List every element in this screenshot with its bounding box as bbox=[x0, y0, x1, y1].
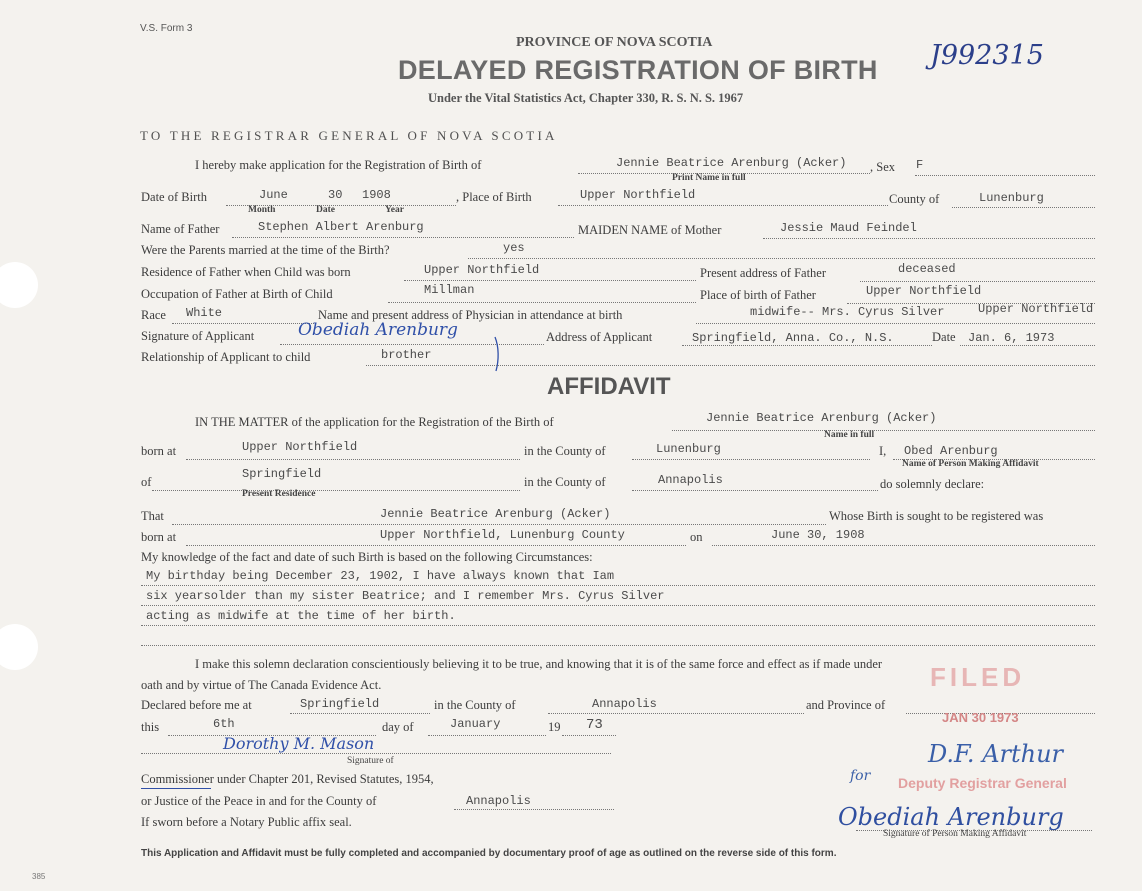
affidavit-child-name: Jennie Beatrice Arenburg (Acker) bbox=[706, 411, 937, 425]
signature-flourish bbox=[490, 335, 504, 375]
declared-county-value: Annapolis bbox=[592, 697, 657, 711]
occupation-value: Millman bbox=[424, 283, 475, 297]
application-date-label: Date bbox=[932, 330, 956, 344]
affidavit-heading: AFFIDAVIT bbox=[547, 373, 671, 400]
dob-month: June bbox=[259, 188, 288, 202]
application-date-value: Jan. 6, 1973 bbox=[968, 331, 1055, 345]
relationship-value: brother bbox=[381, 348, 432, 362]
notary-line: If sworn before a Notary Public affix seal. bbox=[141, 815, 352, 829]
commissioner-signature: Dorothy M. Mason bbox=[223, 734, 375, 753]
circumstance-line-3: acting as midwife at the time of her birth. bbox=[146, 609, 456, 623]
place-of-birth-label: , Place of Birth bbox=[456, 190, 532, 204]
print-name-caption: Print Name in full bbox=[672, 173, 746, 183]
deputy-initials: D.F. Arthur bbox=[928, 740, 1064, 768]
residence-county-label: in the County of bbox=[524, 475, 606, 489]
province-heading: PROVINCE OF NOVA SCOTIA bbox=[516, 35, 713, 50]
punch-hole-bottom bbox=[0, 624, 38, 670]
born-at-value-2: Upper Northfield, Lunenburg County bbox=[380, 528, 625, 542]
day-of-label: day of bbox=[382, 720, 414, 734]
affiant-signature-caption: Signature of Person Making Affidavit bbox=[883, 829, 1027, 839]
married-value: yes bbox=[503, 241, 525, 255]
whose-birth-label: Whose Birth is sought to be registered was bbox=[829, 509, 1044, 523]
application-intro-label: I hereby make application for the Registration of Birth of bbox=[195, 158, 482, 172]
punch-hole-top bbox=[0, 262, 38, 308]
county-value: Lunenburg bbox=[979, 191, 1044, 205]
date-caption: Date bbox=[316, 205, 335, 215]
page-code: 385 bbox=[32, 872, 46, 881]
year-prefix: 19 bbox=[548, 720, 561, 734]
province-label: and Province of bbox=[806, 698, 886, 712]
form-number: V.S. Form 3 bbox=[140, 23, 193, 34]
knowledge-label: My knowledge of the fact and date of such Birth is based on the following Circumstances: bbox=[141, 550, 593, 564]
declaration-line-1: I make this solemn declaration conscientiously believing it to be true, and knowing that it is of the same force and effect as if made under bbox=[195, 657, 883, 671]
residence-county-value: Annapolis bbox=[658, 473, 723, 487]
applicant-address-label: Address of Applicant bbox=[546, 330, 653, 344]
county-label: County of bbox=[889, 192, 940, 206]
mother-label: MAIDEN NAME of Mother bbox=[578, 223, 722, 237]
race-label: Race bbox=[141, 308, 166, 322]
born-on-label: on bbox=[690, 530, 703, 544]
born-at-label: born at bbox=[141, 444, 177, 458]
filed-stamp: FILED bbox=[930, 662, 1026, 692]
residence-label: Residence of Father when Child was born bbox=[141, 265, 351, 279]
race-value: White bbox=[186, 306, 223, 320]
residence-value: Upper Northfield bbox=[424, 263, 540, 277]
place-of-birth-value: Upper Northfield bbox=[580, 188, 696, 202]
married-label: Were the Parents married at the time of the Birth? bbox=[141, 243, 390, 257]
to-registrar: TO THE REGISTRAR GENERAL OF NOVA SCOTIA bbox=[140, 128, 558, 143]
applicant-signature-label: Signature of Applicant bbox=[141, 329, 255, 343]
affiant-name-caption: Name of Person Making Affidavit bbox=[902, 459, 1039, 469]
affiant-name: Obed Arenburg bbox=[904, 444, 998, 458]
commissioner-underline bbox=[141, 788, 211, 789]
mother-value: Jessie Maud Feindel bbox=[780, 221, 917, 235]
physician-address-value: Upper Northfield bbox=[978, 302, 1094, 316]
occupation-label: Occupation of Father at Birth of Child bbox=[141, 287, 333, 301]
that-name-value: Jennie Beatrice Arenburg (Acker) bbox=[380, 507, 611, 521]
month-value: January bbox=[450, 717, 501, 731]
declared-at-value: Springfield bbox=[300, 697, 380, 711]
child-name-value: Jennie Beatrice Arenburg (Acker) bbox=[616, 156, 847, 170]
dob-year: 1908 bbox=[362, 188, 391, 202]
father-birthplace-value: Upper Northfield bbox=[866, 284, 982, 298]
present-address-value: deceased bbox=[898, 262, 956, 276]
circumstance-line-2: six yearsolder than my sister Beatrice; and I remember Mrs. Cyrus Silver bbox=[146, 589, 665, 603]
i-label: I, bbox=[879, 444, 887, 458]
declared-label: Declared before me at bbox=[141, 698, 252, 712]
declared-county-label: in the County of bbox=[434, 698, 516, 712]
month-caption: Month bbox=[248, 205, 276, 215]
filed-date-stamp: JAN 30 1973 bbox=[942, 710, 1019, 725]
that-label: That bbox=[141, 509, 164, 523]
applicant-signature: Obediah Arenburg bbox=[298, 320, 458, 340]
registration-number: J992315 bbox=[930, 40, 1044, 71]
day-value: 6th bbox=[213, 717, 235, 731]
commissioner-line: Commissioner under Chapter 201, Revised Statutes, 1954, bbox=[141, 772, 434, 786]
circumstance-line-1: My birthday being December 23, 1902, I have always known that Iam bbox=[146, 569, 615, 583]
year-caption: Year bbox=[385, 205, 404, 215]
born-county-label: in the County of bbox=[524, 444, 606, 458]
father-birthplace-label: Place of birth of Father bbox=[700, 288, 816, 302]
name-in-full-caption: Name in full bbox=[824, 430, 875, 440]
dob-day: 30 bbox=[328, 188, 343, 202]
year-suffix-value: 73 bbox=[586, 717, 603, 733]
born-at-value: Upper Northfield bbox=[242, 440, 358, 454]
justice-line: or Justice of the Peace in and for the County of bbox=[141, 794, 377, 808]
footer-note: This Application and Affidavit must be fully completed and accompanied by documentary proof of age as outlined on the reverse side of this form. bbox=[141, 848, 837, 859]
father-value: Stephen Albert Arenburg bbox=[258, 220, 424, 234]
residence-value-affidavit: Springfield bbox=[242, 467, 322, 481]
sex-label: , Sex bbox=[870, 160, 895, 174]
born-county-value: Lunenburg bbox=[656, 442, 721, 456]
present-residence-caption: Present Residence bbox=[242, 489, 316, 499]
dob-label: Date of Birth bbox=[141, 190, 207, 204]
physician-value: midwife-- Mrs. Cyrus Silver bbox=[750, 305, 945, 319]
this-label: this bbox=[141, 720, 160, 734]
for-note: for bbox=[850, 768, 871, 784]
form-title: DELAYED REGISTRATION OF BIRTH bbox=[398, 55, 878, 85]
born-on-value: June 30, 1908 bbox=[771, 528, 865, 542]
matter-label: IN THE MATTER of the application for the Registration of the Birth of bbox=[195, 415, 554, 429]
justice-county-value: Annapolis bbox=[466, 794, 531, 808]
form-subtitle: Under the Vital Statistics Act, Chapter 330, R. S. N. S. 1967 bbox=[428, 91, 744, 105]
signature-of-caption: Signature of bbox=[347, 756, 394, 766]
father-label: Name of Father bbox=[141, 222, 220, 236]
applicant-address-value: Springfield, Anna. Co., N.S. bbox=[692, 331, 894, 345]
declare-label: do solemnly declare: bbox=[880, 477, 985, 491]
relationship-label: Relationship of Applicant to child bbox=[141, 350, 311, 364]
declaration-line-2: oath and by virtue of The Canada Evidence Act. bbox=[141, 678, 382, 692]
deputy-registrar-stamp: Deputy Registrar General bbox=[898, 775, 1067, 791]
sex-value: F bbox=[916, 158, 924, 172]
born-at-label-2: born at bbox=[141, 530, 177, 544]
of-label: of bbox=[141, 475, 152, 489]
present-address-label: Present address of Father bbox=[700, 266, 827, 280]
affiant-signature: Obediah Arenburg bbox=[838, 803, 1064, 831]
physician-label: Name and present address of Physician in attendance at birth bbox=[318, 308, 623, 322]
